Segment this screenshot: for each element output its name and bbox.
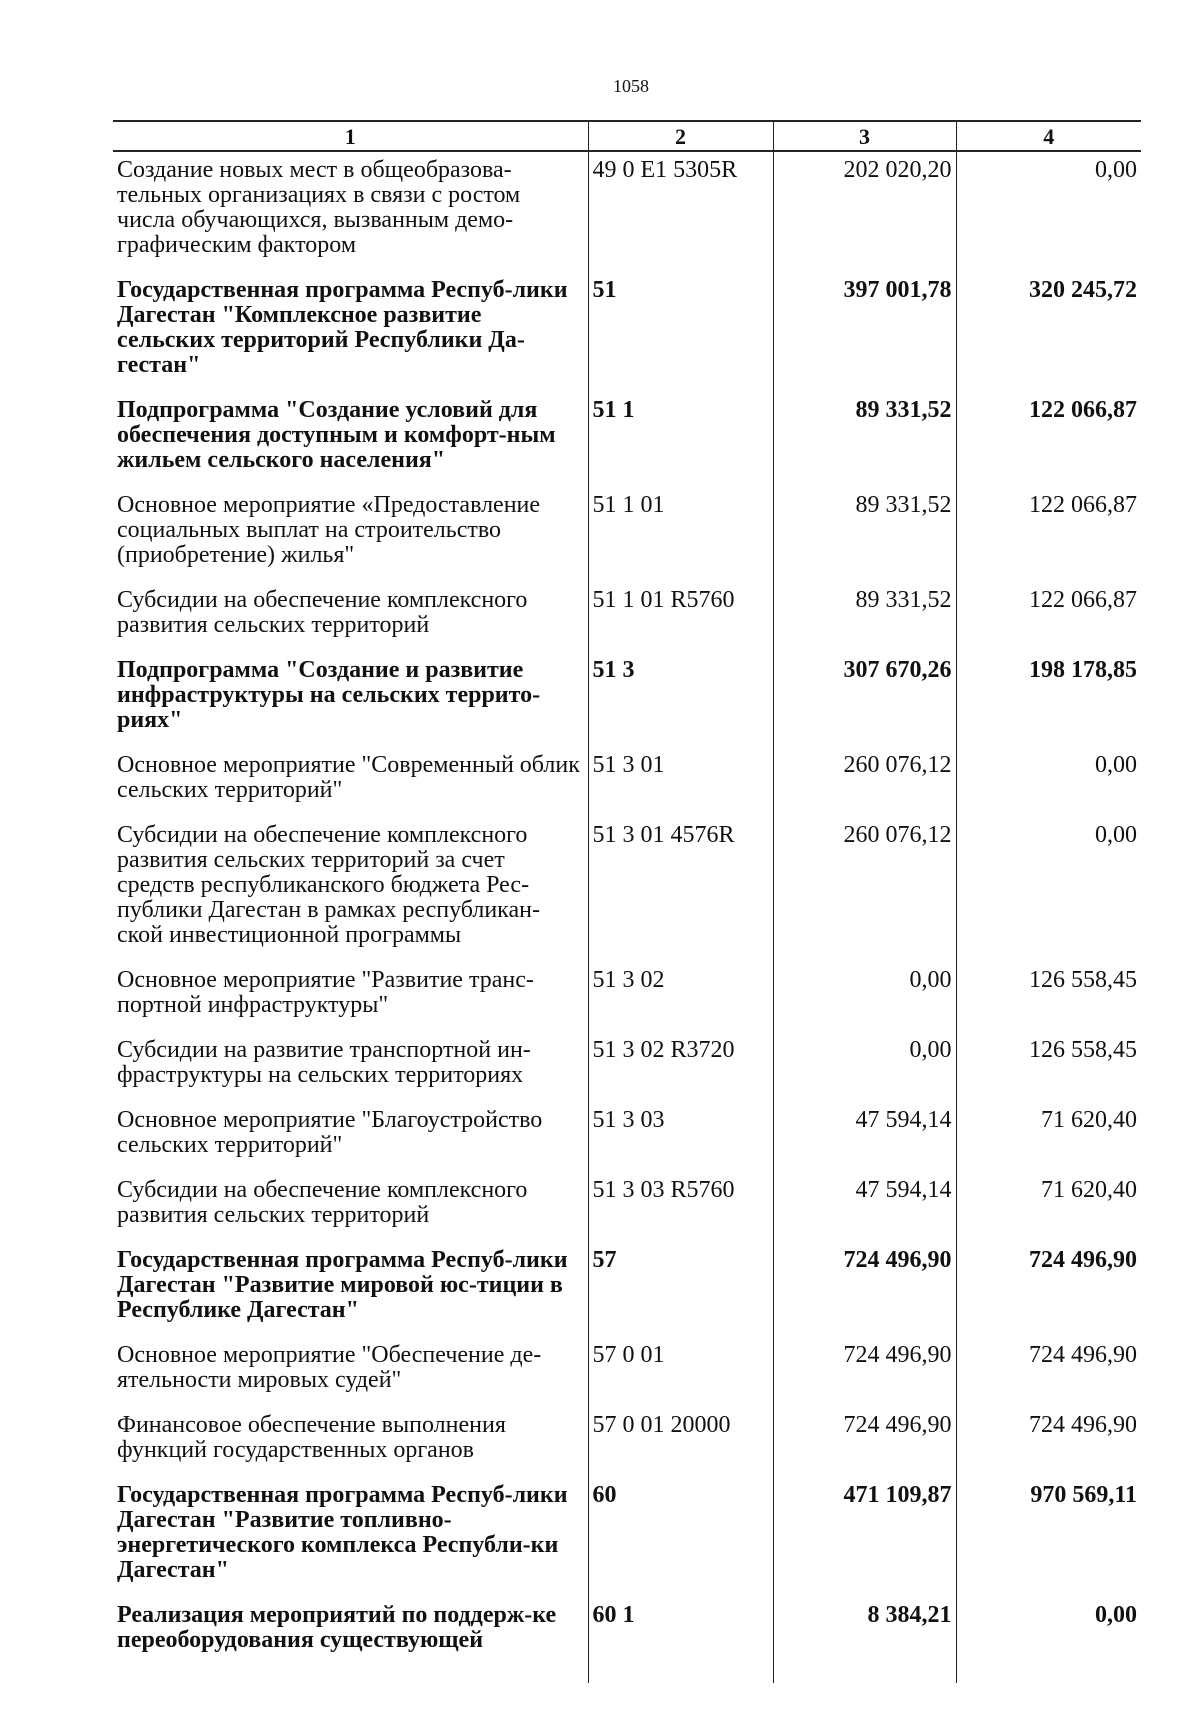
row-value-3-cell: 307 670,26: [773, 652, 956, 747]
column-header: 2: [588, 121, 773, 151]
row-value-4-cell: 0,00: [956, 1597, 1141, 1683]
row-value-3-cell: 724 496,90: [773, 1337, 956, 1407]
row-code-cell: 51 3 02: [588, 962, 773, 1032]
row-name-cell: Субсидии на обеспечение комплексного развития сельских территорий за счет средств республиканского бюджета Рес-публики Дагестан в рамках республикан-ской инвестиционной программы: [117, 822, 540, 948]
row-name-cell: Субсидии на обеспечение комплексного развития сельских территорий: [117, 1177, 528, 1228]
column-header: 3: [773, 121, 956, 151]
row-value-4-cell: 71 620,40: [956, 1102, 1141, 1172]
column-header: 4: [956, 121, 1141, 151]
row-code-cell: 51 1 01: [588, 487, 773, 582]
row-value-3-cell: 8 384,21: [773, 1597, 956, 1683]
row-value-3-cell: 471 109,87: [773, 1477, 956, 1597]
row-value-4-cell: 970 569,11: [956, 1477, 1141, 1597]
row-name-cell: Государственная программа Респуб-лики Дагестан "Развитие мировой юс-тиции в Республике Дагестан": [117, 1247, 568, 1323]
row-code-cell: 51 3: [588, 652, 773, 747]
row-name-cell: Подпрограмма "Создание условий для обеспечения доступным и комфорт-ным жильем сельского населения": [117, 397, 556, 473]
row-code-cell: 51 3 02 R3720: [588, 1032, 773, 1102]
row-value-4-cell: 0,00: [956, 747, 1141, 817]
row-value-3-cell: 89 331,52: [773, 582, 956, 652]
row-value-4-cell: 724 496,90: [956, 1242, 1141, 1337]
row-code-cell: 49 0 E1 5305R: [588, 151, 773, 272]
row-name-cell: Субсидии на обеспечение комплексного развития сельских территорий: [117, 587, 528, 638]
row-name-cell: Создание новых мест в общеобразова-тельных организациях в связи с ростом числа обучающихся, вызванным демо-графическим фактором: [117, 157, 521, 258]
table-row: [113, 272, 1141, 392]
row-value-4-cell: 126 558,45: [956, 962, 1141, 1032]
row-value-3-cell: 260 076,12: [773, 747, 956, 817]
row-code-cell: 51: [588, 272, 773, 392]
row-name-cell: Основное мероприятие "Обеспечение де-ятельности мировых судей": [117, 1342, 542, 1393]
row-code-cell: 60: [588, 1477, 773, 1597]
row-code-cell: 57 0 01: [588, 1337, 773, 1407]
row-value-4-cell: 122 066,87: [956, 392, 1141, 487]
table-row: [113, 1242, 1141, 1337]
row-code-cell: 51 3 03: [588, 1102, 773, 1172]
row-name-cell: Подпрограмма "Создание и развитие инфраструктуры на сельских террито-риях": [117, 657, 541, 733]
row-value-4-cell: 724 496,90: [956, 1407, 1141, 1477]
row-value-3-cell: 724 496,90: [773, 1407, 956, 1477]
table-row: [113, 1102, 1141, 1172]
row-value-4-cell: 71 620,40: [956, 1172, 1141, 1242]
row-value-3-cell: 47 594,14: [773, 1102, 956, 1172]
row-value-3-cell: 0,00: [773, 1032, 956, 1102]
row-code-cell: 57 0 01 20000: [588, 1407, 773, 1477]
table-row: [113, 1597, 1141, 1683]
row-value-3-cell: 89 331,52: [773, 392, 956, 487]
row-code-cell: 51 3 01 4576R: [588, 817, 773, 962]
row-value-4-cell: 198 178,85: [956, 652, 1141, 747]
table-row: [113, 962, 1141, 1032]
row-code-cell: 51 3 01: [588, 747, 773, 817]
row-code-cell: 57: [588, 1242, 773, 1337]
row-value-4-cell: 122 066,87: [956, 487, 1141, 582]
table-row: [113, 747, 1141, 817]
row-name-cell: Основное мероприятие "Развитие транс-портной инфраструктуры": [117, 967, 534, 1018]
row-value-3-cell: 89 331,52: [773, 487, 956, 582]
table-row: [113, 392, 1141, 487]
row-code-cell: 60 1: [588, 1597, 773, 1683]
table-row: [113, 1477, 1141, 1597]
table-row: [113, 151, 1141, 272]
row-name-cell: Реализация мероприятий по поддерж-ке переоборудования существующей: [117, 1602, 557, 1653]
row-code-cell: 51 1 01 R5760: [588, 582, 773, 652]
table-row: [113, 487, 1141, 582]
row-name-cell: Финансовое обеспечение выполнения функций государственных органов: [117, 1412, 506, 1463]
table-row: [113, 1032, 1141, 1102]
row-code-cell: 51 1: [588, 392, 773, 487]
row-code-cell: 51 3 03 R5760: [588, 1172, 773, 1242]
table-row: [113, 1172, 1141, 1242]
table-body: [113, 151, 1141, 1683]
row-value-3-cell: 47 594,14: [773, 1172, 956, 1242]
row-name-cell: Основное мероприятие «Предоставление социальных выплат на строительство (приобретение) жилья": [117, 492, 541, 568]
row-name-cell: Государственная программа Респуб-лики Дагестан "Комплексное развитие сельских территорий Республики Да-гестан": [117, 277, 568, 378]
row-value-3-cell: 202 020,20: [773, 151, 956, 272]
table-row: [113, 652, 1141, 747]
budget-table: [113, 120, 1141, 1683]
row-value-4-cell: 0,00: [956, 151, 1141, 272]
table-row: [113, 817, 1141, 962]
column-header: 1: [113, 121, 588, 151]
row-name-cell: Основное мероприятие "Современный облик сельских территорий": [117, 752, 580, 803]
row-value-4-cell: 0,00: [956, 817, 1141, 962]
row-value-4-cell: 126 558,45: [956, 1032, 1141, 1102]
row-value-4-cell: 122 066,87: [956, 582, 1141, 652]
row-value-3-cell: 724 496,90: [773, 1242, 956, 1337]
row-value-3-cell: 397 001,78: [773, 272, 956, 392]
row-value-3-cell: 0,00: [773, 962, 956, 1032]
table-row: [113, 582, 1141, 652]
row-name-cell: Субсидии на развитие транспортной ин-фраструктуры на сельских территориях: [117, 1037, 531, 1088]
page-number: 1058: [613, 76, 649, 96]
row-name-cell: Государственная программа Респуб-лики Дагестан "Развитие топливно-энергетического комплекса Республи-ки Дагестан": [117, 1482, 568, 1583]
row-value-4-cell: 724 496,90: [956, 1337, 1141, 1407]
table-header-row: [113, 121, 1141, 151]
table-row: [113, 1337, 1141, 1407]
row-value-4-cell: 320 245,72: [956, 272, 1141, 392]
table-row: [113, 1407, 1141, 1477]
row-value-3-cell: 260 076,12: [773, 817, 956, 962]
row-name-cell: Основное мероприятие "Благоустройство сельских территорий": [117, 1107, 543, 1158]
